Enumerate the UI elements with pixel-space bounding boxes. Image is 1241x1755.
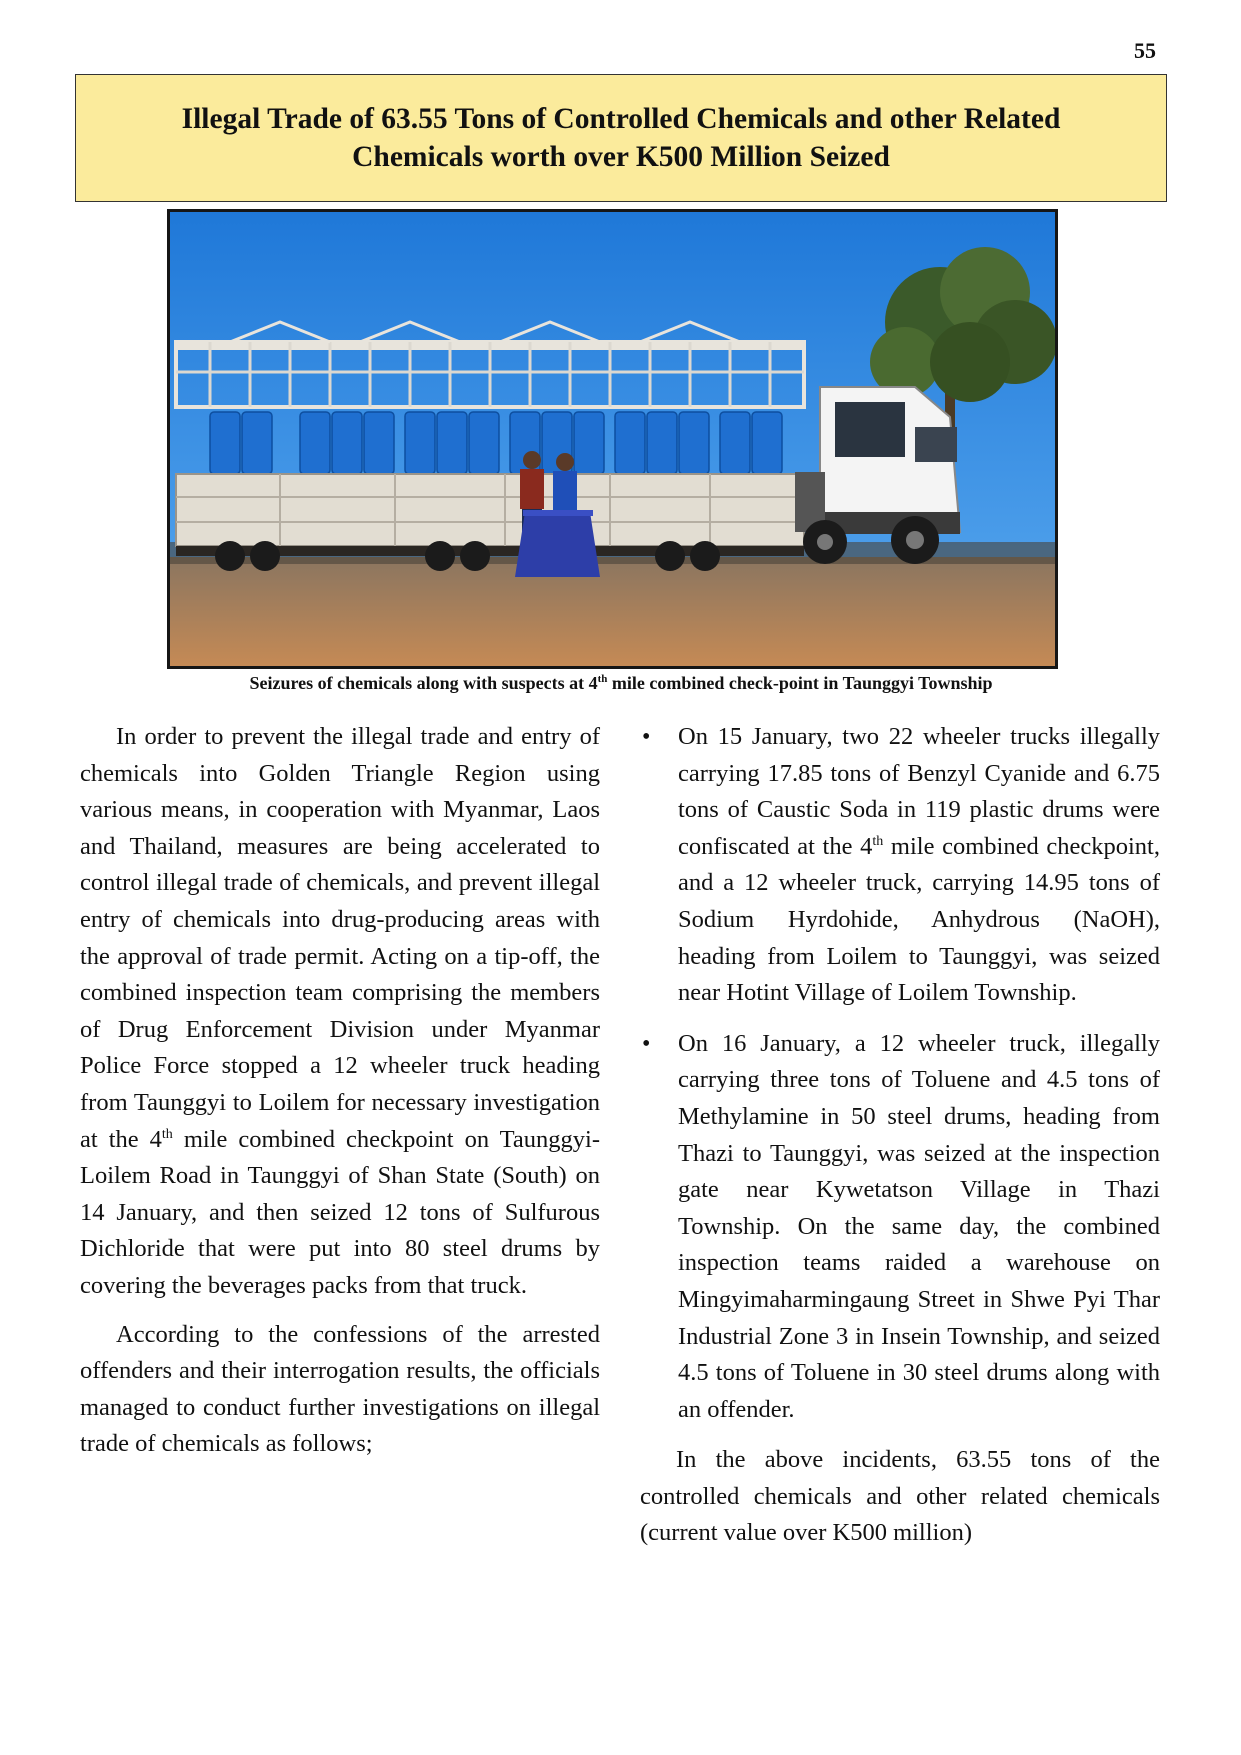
left-p1-text-b: mile combined checkpoint on Taunggyi-Loilem Road in Taunggyi of Shan State (South) on 14 January, and then seized 12 tons of Sulfurous Dichloride that were put into 80 steel drums by covering the beverages packs from that truck. xyxy=(80,1125,600,1299)
left-p1-text-a: In order to prevent the illegal trade and entry of chemicals into Golden Triangle Region using various means, in cooperation with Myanmar, Laos and Thailand, measures are being accelerated to control illegal trade of chemicals, and prevent illegal entry of chemicals into drug-producing areas with the approval of trade permit. Acting on a tip-off, the combined inspection team comprising the members of Drug Enforcement Division under Myanmar Police Force stopped a 12 wheeler truck heading from Taunggyi to Loilem for necessary investigation at the 4 xyxy=(80,723,600,1153)
evidence-table xyxy=(515,510,600,577)
incident-item-1 xyxy=(640,719,1160,1012)
photo-caption xyxy=(75,673,1167,694)
left-p1-superscript: th xyxy=(161,1126,173,1142)
bullet-dot: • xyxy=(642,1030,651,1057)
right-paragraph-final: In the above incidents, 63.55 tons of the controlled chemicals and other related chemicals (current value over K500 million) xyxy=(640,1446,1160,1547)
incident-item-2 xyxy=(640,1026,1160,1429)
photo-illustration xyxy=(170,212,1055,666)
caption-text-b: mile combined check-point in Taunggyi Township xyxy=(607,673,993,693)
incident-1-text-b: mile combined checkpoint, and a 12 wheeler truck, carrying 14.95 tons of Sodium Hyrdohide, Anhydrous (NaOH), heading from Loilem to Taunggyi, was seized near Hotint Village of Loilem Township. xyxy=(678,832,1160,1007)
caption-superscript: th xyxy=(597,673,608,685)
bullet-dot: • xyxy=(642,724,651,750)
incident-1-text-a: On 15 January, two 22 wheeler trucks illegally carrying 17.85 tons of Benzyl Cyanide and 6.75 tons of Caustic Soda in 119 plastic drums were confiscated at the 4 xyxy=(678,723,1160,860)
page-number: 55 xyxy=(1134,38,1156,63)
truck-seizure-photo xyxy=(167,209,1058,669)
ground xyxy=(170,557,1055,666)
caption-text-a: Seizures of chemicals along with suspects at 4 xyxy=(249,673,598,693)
left-paragraph-1 xyxy=(80,719,600,1305)
headline-line-2: Chemicals worth over K500 Million Seized xyxy=(352,141,890,173)
incident-list xyxy=(640,719,1160,1428)
headline-line-1: Illegal Trade of 63.55 Tons of Controlled Chemicals and other Related xyxy=(181,103,1061,135)
right-column xyxy=(640,719,1160,1552)
left-paragraph-2: According to the confessions of the arrested offenders and their interrogation results, the officials managed to conduct further investigations on illegal trade of chemicals as follows; xyxy=(80,1320,600,1458)
headline xyxy=(182,100,1061,176)
left-column xyxy=(80,719,600,1463)
incident-1-superscript: th xyxy=(872,833,884,849)
headline-box xyxy=(75,74,1167,202)
incident-2-text: On 16 January, a 12 wheeler truck, illegally carrying three tons of Toluene and 4.5 tons of Methylamine in 50 steel drums, heading from Thazi to Taunggyi, was seized at the inspection gate near Kywetatson Village in Thazi Township. On the same day, the combined inspection teams raided a warehouse on Mingyimaharmingaung Street in Shwe Pyi Thar Industrial Zone 3 in Insein Township, and seized 4.5 tons of Toluene in 30 steel drums along with an offender. xyxy=(678,1029,1160,1423)
